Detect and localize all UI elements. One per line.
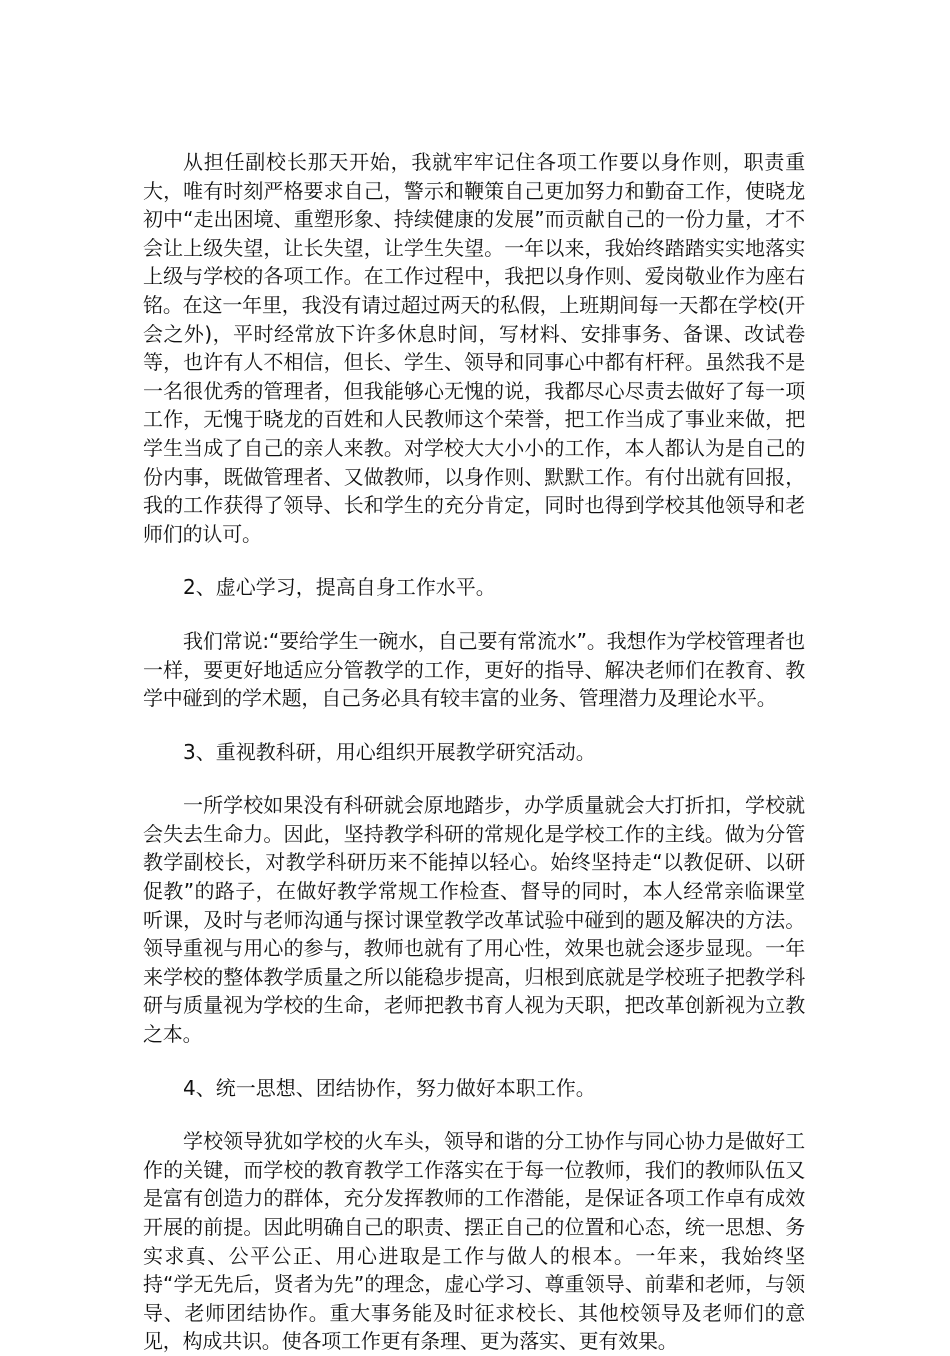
heading-humble-learning: 2、虚心学习，提高自身工作水平。 (183, 575, 496, 600)
heading-teaching-research: 3、重视教科研，用心组织开展教学研究活动。 (183, 739, 596, 764)
heading-unity-cooperation: 4、统一思想、团结协作，努力做好本职工作。 (183, 1075, 596, 1100)
document-page (143, 148, 805, 1356)
paragraph-learning: 我们常说:“要给学生一碗水，自己要有常流水”。我想作为学校管理者也一样，要更好地适应分管教学的工作，更好的指导、解决老师们在教育、教学中碰到的学术题，自己务必具有较丰富的业务、管理潜力及理论水平。 (143, 628, 805, 711)
paragraph-cooperation: 学校领导犹如学校的火车头，领导和谐的分工协作与同心协力是做好工作的关键，而学校的教育教学工作落实在于每一位教师，我们的教师队伍又是富有创造力的群体，充分发挥教师的工作潜能，是保证各项工作卓有成效开展的前提。因此明确自己的职责、摆正自己的位置和心态，统一思想、务实求真、公平公正、用心进取是工作与做人的根本。一年来，我始终坚持“学无先后，贤者为先”的理念，虚心学习、尊重领导、前辈和老师，与领导、老师团结协作。重大事务能及时征求校长、其他校领导及老师们的意见，构成共识。使各项工作更有条理、更为落实、更有效果。 (143, 1129, 805, 1354)
paragraph-research: 一所学校如果没有科研就会原地踏步，办学质量就会大打折扣，学校就会失去生命力。因此，坚持教学科研的常规化是学校工作的主线。做为分管教学副校长，对教学科研历来不能掉以轻心。始终坚持走“以教促研、以研促教”的路子，在做好教学常规工作检查、督导的同时，本人经常亲临课堂听课，及时与老师沟通与探讨课堂教学改革试验中碰到的题及解决的方法。领导重视与用心的参与，教师也就有了用心性，效果也就会逐步显现。一年来学校的整体教学质量之所以能稳步提高，归根到底就是学校班子把教学科研与质量视为学校的生命，老师把教书育人视为天职，把改革创新视为立教之本。 (143, 793, 805, 1047)
paragraph-duty: 从担任副校长那天开始，我就牢牢记住各项工作要以身作则，职责重大，唯有时刻严格要求自己，警示和鞭策自己更加努力和勤奋工作，使晓龙初中“走出困境、重塑形象、持续健康的发展”而贡献自己的一份力量，才不会让上级失望，让长失望，让学生失望。一年以来，我始终踏踏实实地落实上级与学校的各项工作。在工作过程中，我把以身作则、爱岗敬业作为座右铭。在这一年里，我没有请过超过两天的私假，上班期间每一天都在学校(开会之外)，平时经常放下许多休息时间，写材料、安排事务、备课、改试卷等，也许有人不相信，但长、学生、领导和同事心中都有杆秤。虽然我不是一名很优秀的管理者，但我能够心无愧的说，我都尽心尽责去做好了每一项工作，无愧于晓龙的百姓和人民教师这个荣誉，把工作当成了事业来做，把学生当成了自己的亲人来教。对学校大大小小的工作，本人都认为是自己的份内事，既做管理者、又做教师，以身作则、默默工作。有付出就有回报，我的工作获得了领导、长和学生的充分肯定，同时也得到学校其他领导和老师们的认可。 (143, 150, 805, 546)
